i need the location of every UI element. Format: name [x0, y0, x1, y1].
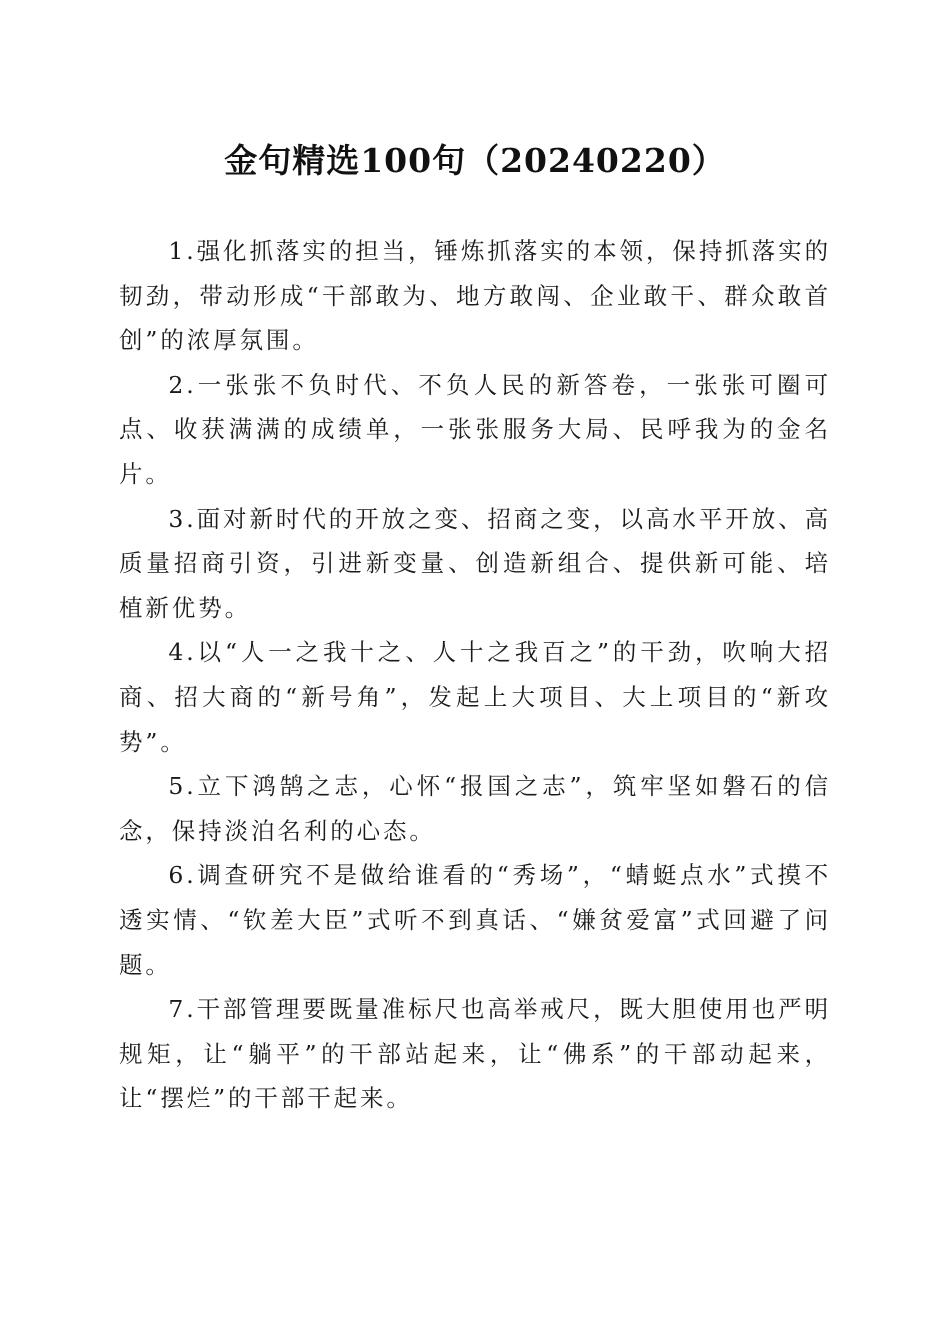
- paragraph-5: 5.立下鸿鹄之志，心怀“报国之志”，筑牢坚如磐石的信念，保持淡泊名利的心态。: [119, 772, 831, 845]
- paragraph-2: 2.一张张不负时代、不负人民的新答卷，一张张可圈可点、收获满满的成绩单，一张张服务大局、民呼我为的金名片。: [119, 370, 831, 488]
- document-title: 金句精选100句（20240220）: [224, 141, 726, 180]
- paragraph-3: 3.面对新时代的开放之变、招商之变，以高水平开放、高质量招商引资，引进新变量、创造新组合、提供新可能、培植新优势。: [119, 504, 831, 622]
- paragraph-6: 6.调查研究不是做给谁看的“秀场”，“蜻蜓点水”式摸不透实情、“钦差大臣”式听不到真话、“嫌贫爱富”式回避了问题。: [119, 861, 831, 979]
- paragraph-1: 1.强化抓落实的担当，锤炼抓落实的本领，保持抓落实的韧劲，带动形成“干部敢为、地方敢闯、企业敢干、群众敢首创”的浓厚氛围。: [119, 237, 831, 355]
- document-body: [119, 229, 831, 1121]
- paragraph-4: 4.以“人一之我十之、人十之我百之”的干劲，吹响大招商、招大商的“新号角”，发起上大项目、大上项目的“新攻势”。: [119, 638, 831, 756]
- paragraph-7: 7.干部管理要既量准标尺也高举戒尺，既大胆使用也严明规矩，让“躺平”的干部站起来，让“佛系”的干部动起来，让“摆烂”的干部干起来。: [119, 995, 831, 1113]
